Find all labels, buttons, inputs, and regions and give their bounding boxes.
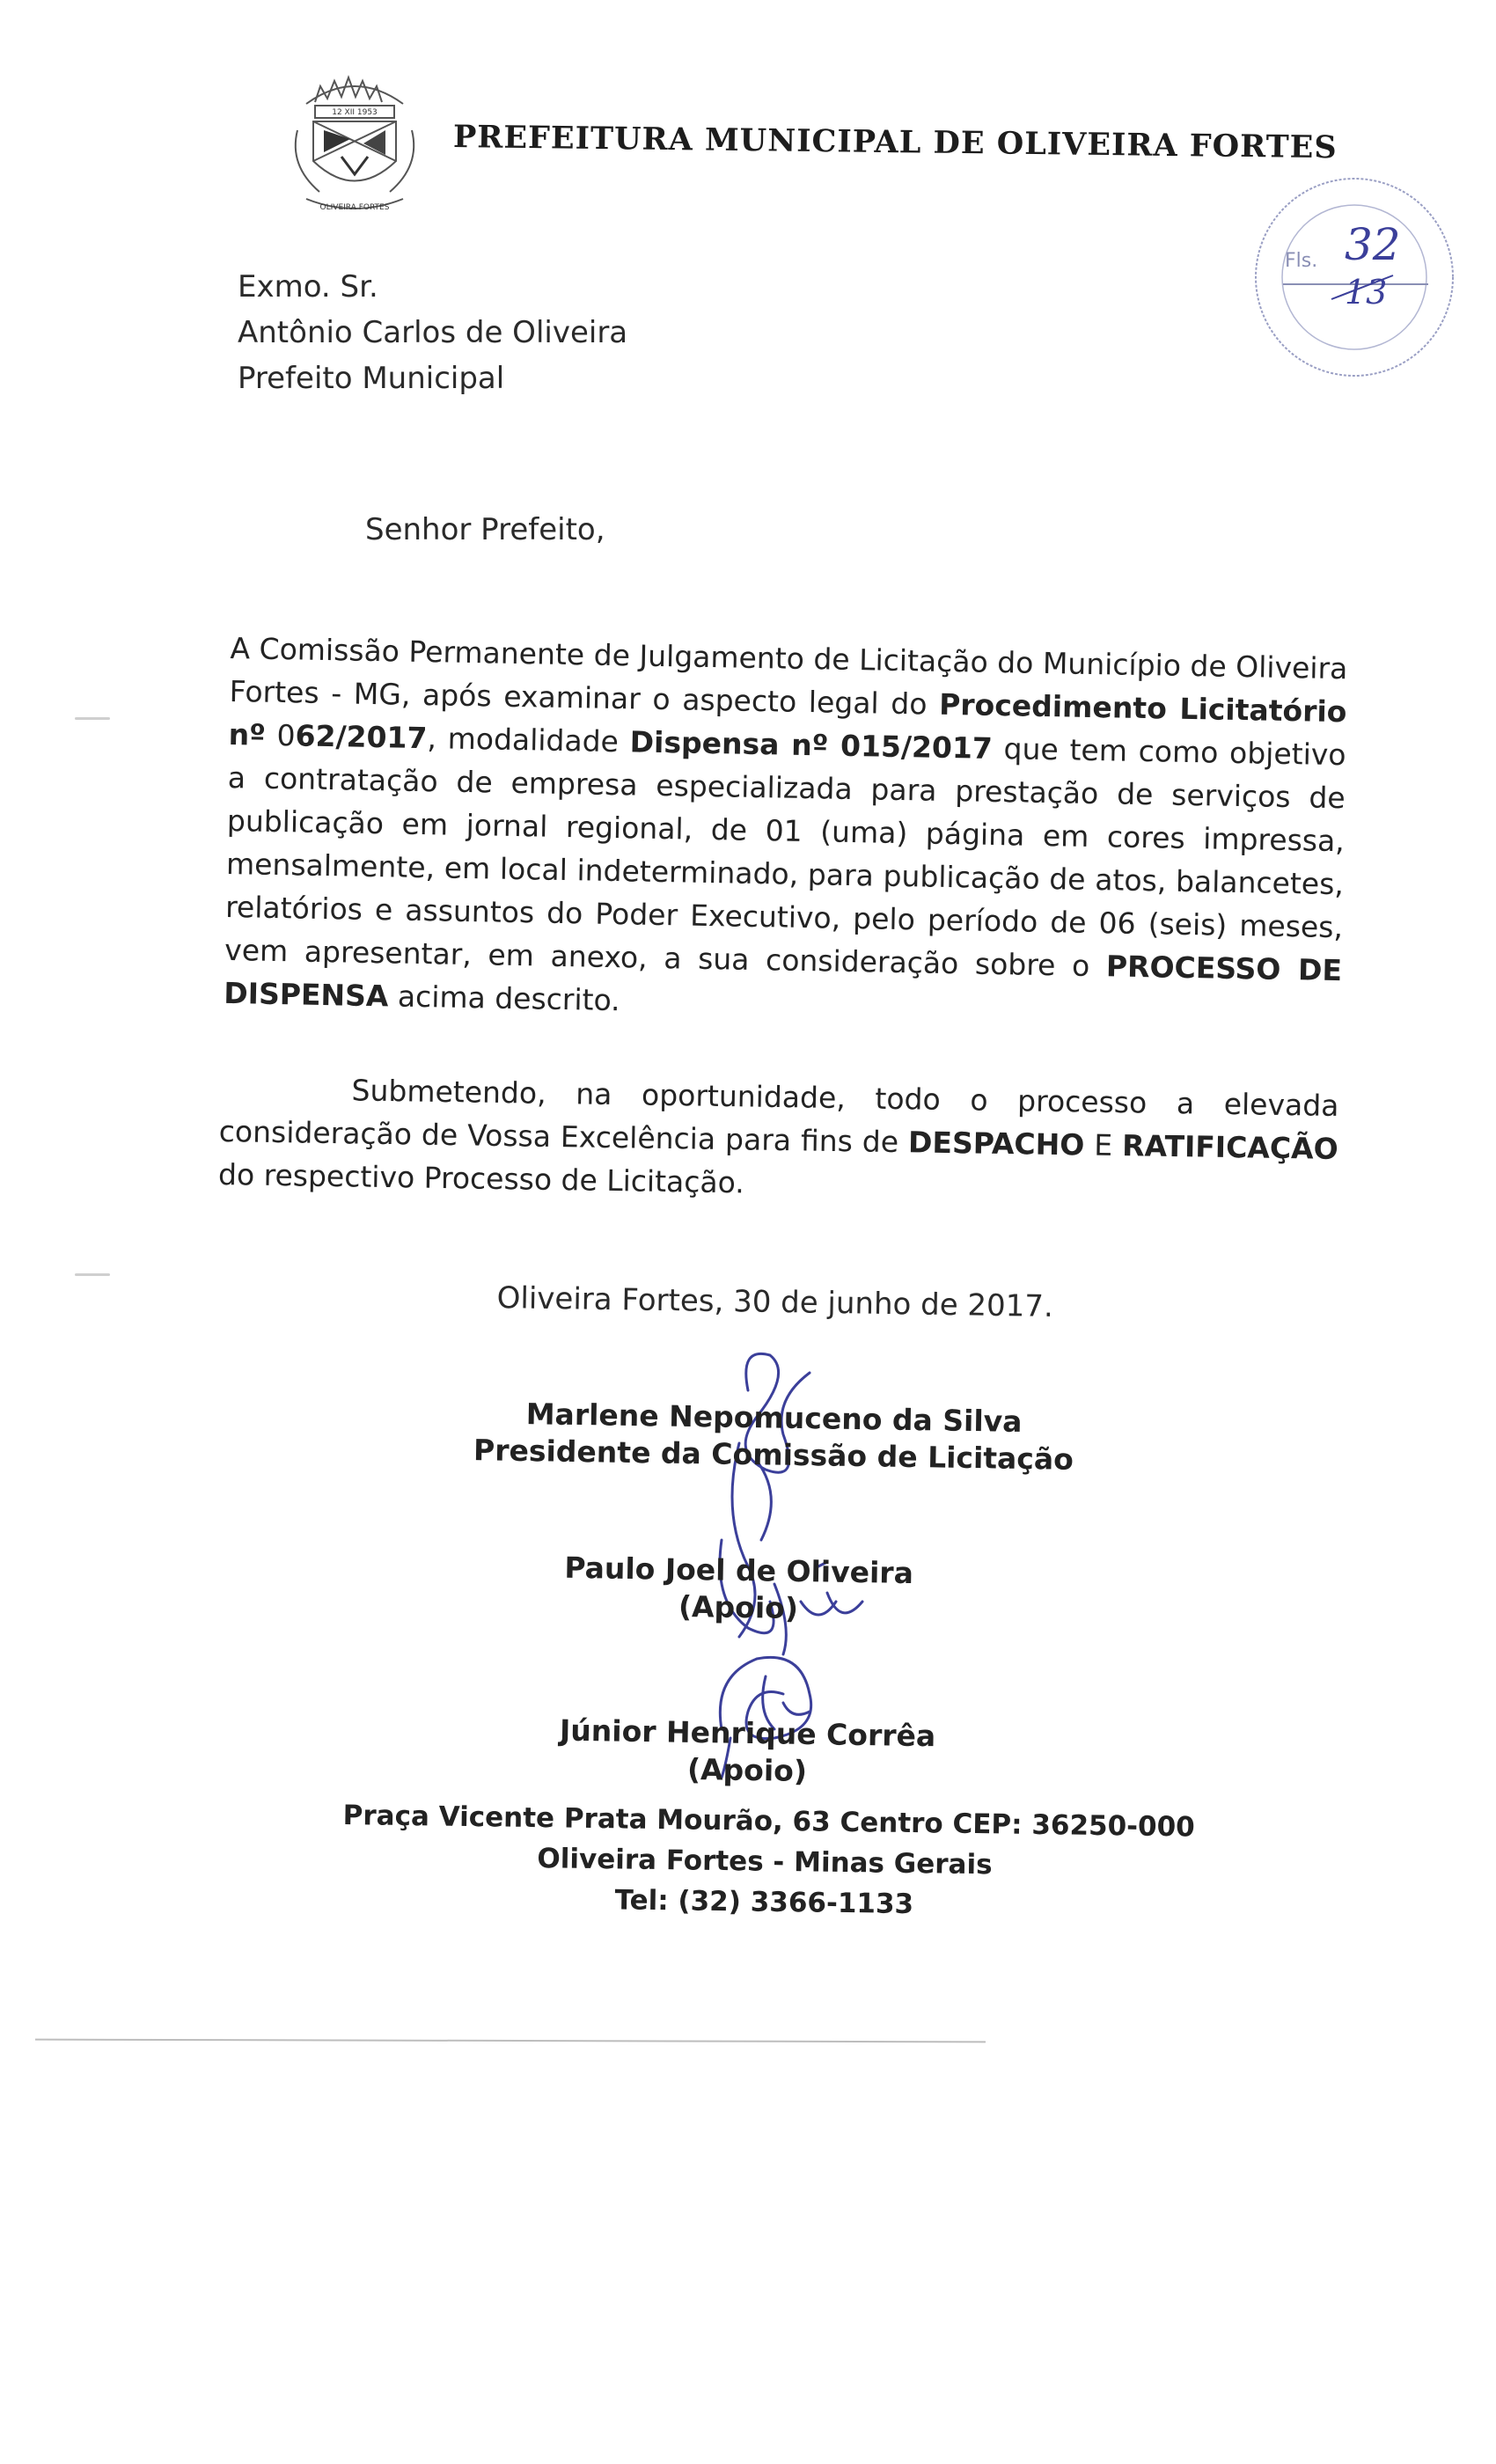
p1-text-2: 0 <box>265 717 296 753</box>
addressee-honorific: Exmo. Sr. <box>238 269 378 304</box>
scan-edge-mark <box>75 1273 110 1276</box>
body-paragraph-2 <box>218 1067 1339 1214</box>
signatory-1-name: Marlene Nepomuceno da Silva <box>525 1397 1023 1439</box>
p2-bold-despacho: DESPACHO <box>907 1125 1085 1162</box>
signatory-1-role: Presidente da Comissão de Licitação <box>473 1433 1074 1477</box>
footer-address: Praça Vicente Prata Mourão, 63 Centro CEP: 36250-000 <box>342 1799 1196 1844</box>
svg-text:OLIVEIRA FORTES: OLIVEIRA FORTES <box>319 203 390 212</box>
signatory-3-name: Júnior Henrique Corrêa <box>559 1712 936 1754</box>
p1-text-3: , modalidade <box>427 721 631 759</box>
signatory-1 <box>466 1395 1082 1478</box>
addressee-name: Antônio Carlos de Oliveira <box>238 315 628 350</box>
svg-text:Fls.: Fls. <box>1285 250 1318 272</box>
p2-bold-ratificacao: RATIFICAÇÃO <box>1121 1128 1338 1166</box>
p1-text-1: A Comissão Permanente de Julgamento de Licitação do Município de Oliveira Fortes - MG, após examinar o aspecto legal do <box>229 630 1348 722</box>
salutation: Senhor Prefeito, <box>365 512 605 547</box>
scan-rule-line <box>35 2039 986 2043</box>
signatory-2-name: Paulo Joel de Oliveira <box>564 1550 914 1591</box>
p2-text-2: E <box>1084 1127 1123 1163</box>
signatory-3 <box>527 1712 968 1793</box>
p1-text-5: acima descrito. <box>388 979 620 1018</box>
folio-stamp <box>1239 172 1470 383</box>
p1-bold-processo: PROCESSO DE DISPENSA <box>224 949 1343 1014</box>
letterhead-footer <box>341 1795 1196 1928</box>
p2-text-1: Submetendo, na oportunidade, todo o processo a elevada consideração de Vossa Excelência para fins de <box>218 1073 1339 1160</box>
footer-city: Oliveira Fortes - Minas Gerais <box>537 1843 993 1881</box>
signatory-2 <box>518 1549 959 1630</box>
addressee-block <box>238 264 627 401</box>
p1-bold-procedimento: Procedimento Licitatório nº <box>228 686 1347 752</box>
svg-text:13: 13 <box>1345 273 1388 312</box>
p1-bold-number: 62/2017 <box>295 718 428 756</box>
signatory-2-role: (Apoio) <box>678 1588 799 1625</box>
svg-text:32: 32 <box>1345 219 1401 270</box>
p1-bold-dispensa: Dispensa nº 015/2017 <box>629 724 994 766</box>
date-line: Oliveira Fortes, 30 de junho de 2017. <box>496 1280 1054 1324</box>
signatory-3-role: (Apoio) <box>686 1751 808 1788</box>
p2-text-3: do respectivo Processo de Licitação. <box>217 1156 745 1200</box>
svg-text:12 XII 1953: 12 XII 1953 <box>332 108 378 117</box>
municipal-crest-seal <box>280 69 429 218</box>
body-paragraph-1 <box>224 627 1348 1035</box>
scan-edge-mark <box>75 717 110 720</box>
letterhead-title: PREFEITURA MUNICIPAL DE OLIVEIRA FORTES <box>452 119 1338 166</box>
addressee-title: Prefeito Municipal <box>238 361 505 396</box>
footer-phone: Tel: (32) 3366-1133 <box>614 1884 914 1921</box>
p1-text-4: que tem como objetivo a contratação de empresa especializada para prestação de serviços de publicação em jornal regional, de 01 (uma) página em cores impressa, mensalmente, em local indeterminado, para publicação de atos, balancetes, relatórios e assuntos do Poder Executivo, pelo período de 06 (seis) meses, vem apresentar, em anexo, a sua consideração sobre o <box>224 730 1346 984</box>
